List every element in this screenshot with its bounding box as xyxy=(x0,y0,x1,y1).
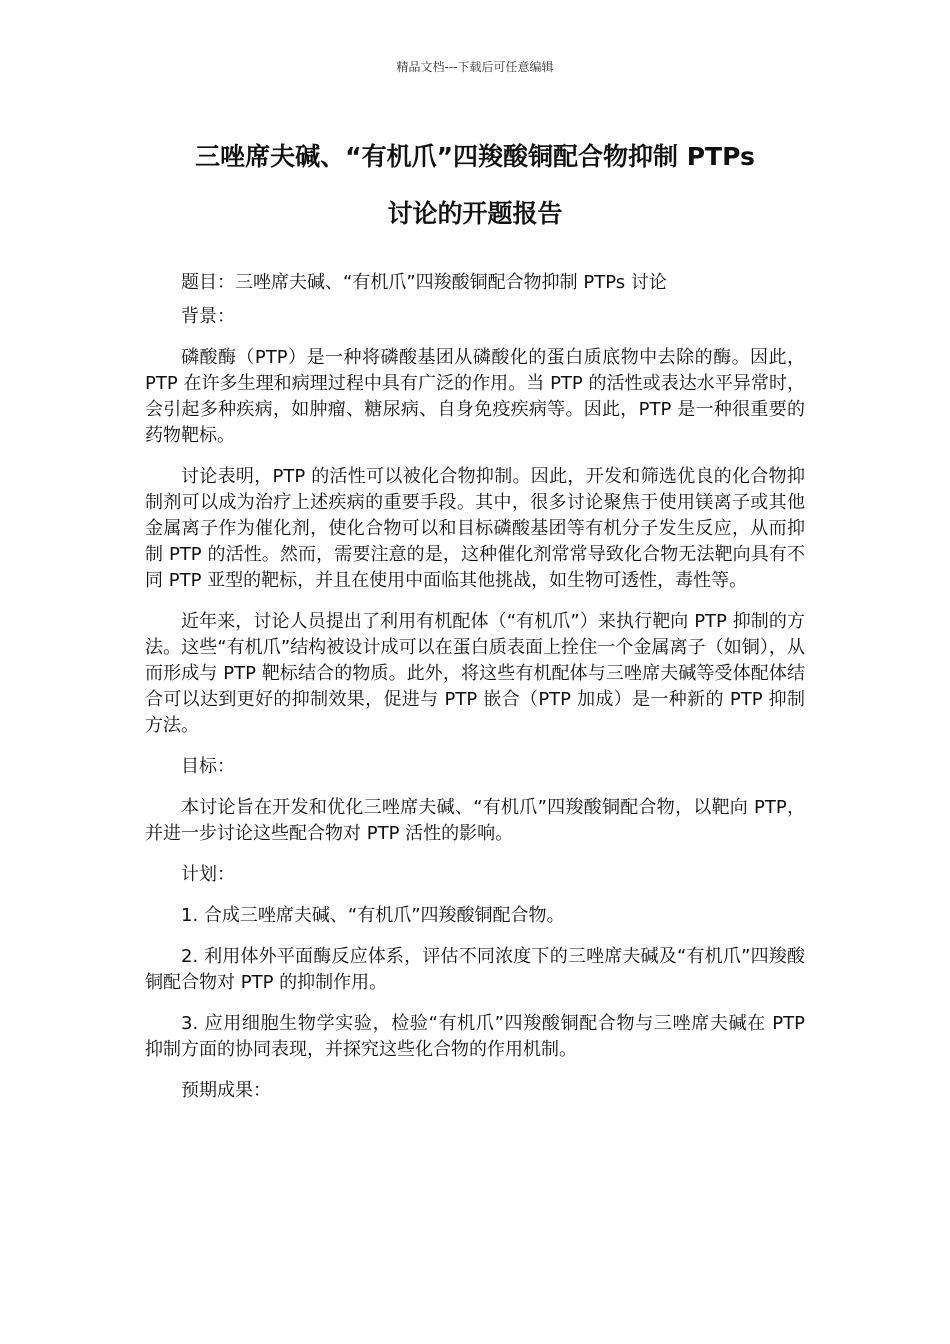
background-paragraph-3: 近年来，讨论人员提出了利用有机配体（“有机爪”）来执行靶向 PTP 抑制的方法。这些“有机爪”结构被设计成可以在蛋白质表面上拴住一个金属离子（如铜），从而形成与 PTP 靶标结合的物质。此外，将这些有机配体与三唑席夫碱等受体配体结合可以达到更好的抑制效果，促进与 PTP 嵌合（PTP 加成）是一种新的 PTP 抑制方法。 xyxy=(145,611,805,736)
plan-heading: 计划： xyxy=(181,864,235,885)
goal-heading: 目标： xyxy=(181,756,235,777)
plan-item-2: 2. 利用体外平面酶反应体系，评估不同浓度下的三唑席夫碱及“有机爪”四羧酸铜配合物对 PTP 的抑制作用。 xyxy=(145,946,805,993)
background-paragraph-1: 磷酸酶（PTP）是一种将磷酸基团从磷酸化的蛋白质底物中去除的酶。因此，PTP 在许多生理和病理过程中具有广泛的作用。当 PTP 的活性或表达水平异常时，会引起多种疾病，如肿瘤、糖尿病、自身免疫疾病等。因此，PTP 是一种很重要的药物靶标。 xyxy=(145,347,805,446)
goal-paragraph: 本讨论旨在开发和优化三唑席夫碱、“有机爪”四羧酸铜配合物，以靶向 PTP，并进一步讨论这些配合物对 PTP 活性的影响。 xyxy=(145,797,805,844)
document-title-line-2: 讨论的开题报告 xyxy=(387,199,563,228)
plan-item-3: 3. 应用细胞生物学实验，检验“有机爪”四羧酸铜配合物与三唑席夫碱在 PTP 抑制方面的协同表现，并探究这些化合物的作用机制。 xyxy=(145,1013,805,1060)
page-header-watermark: 精品文档---下载后可任意编辑 xyxy=(396,60,554,74)
expected-results-heading: 预期成果： xyxy=(181,1080,271,1101)
document-title-line-1: 三唑席夫碱、“有机爪”四羧酸铜配合物抑制 PTPs xyxy=(195,142,755,171)
background-paragraph-2: 讨论表明，PTP 的活性可以被化合物抑制。因此，开发和筛选优良的化合物抑制剂可以成为治疗上述疾病的重要手段。其中，很多讨论聚焦于使用镁离子或其他金属离子作为催化剂，使化合物可以和目标磷酸基团等有机分子发生反应，从而抑制 PTP 的活性。然而，需要注意的是，这种催化剂常常导致化合物无法靶向具有不同 PTP 亚型的靶标，并且在使用中面临其他挑战，如生物可透性，毒性等。 xyxy=(145,466,805,591)
background-heading: 背景： xyxy=(181,306,235,327)
document-body xyxy=(145,270,805,1104)
plan-item-1: 1. 合成三唑席夫碱、“有机爪”四羧酸铜配合物。 xyxy=(181,905,565,926)
topic-paragraph: 题目：三唑席夫碱、“有机爪”四羧酸铜配合物抑制 PTPs 讨论 xyxy=(181,272,667,293)
